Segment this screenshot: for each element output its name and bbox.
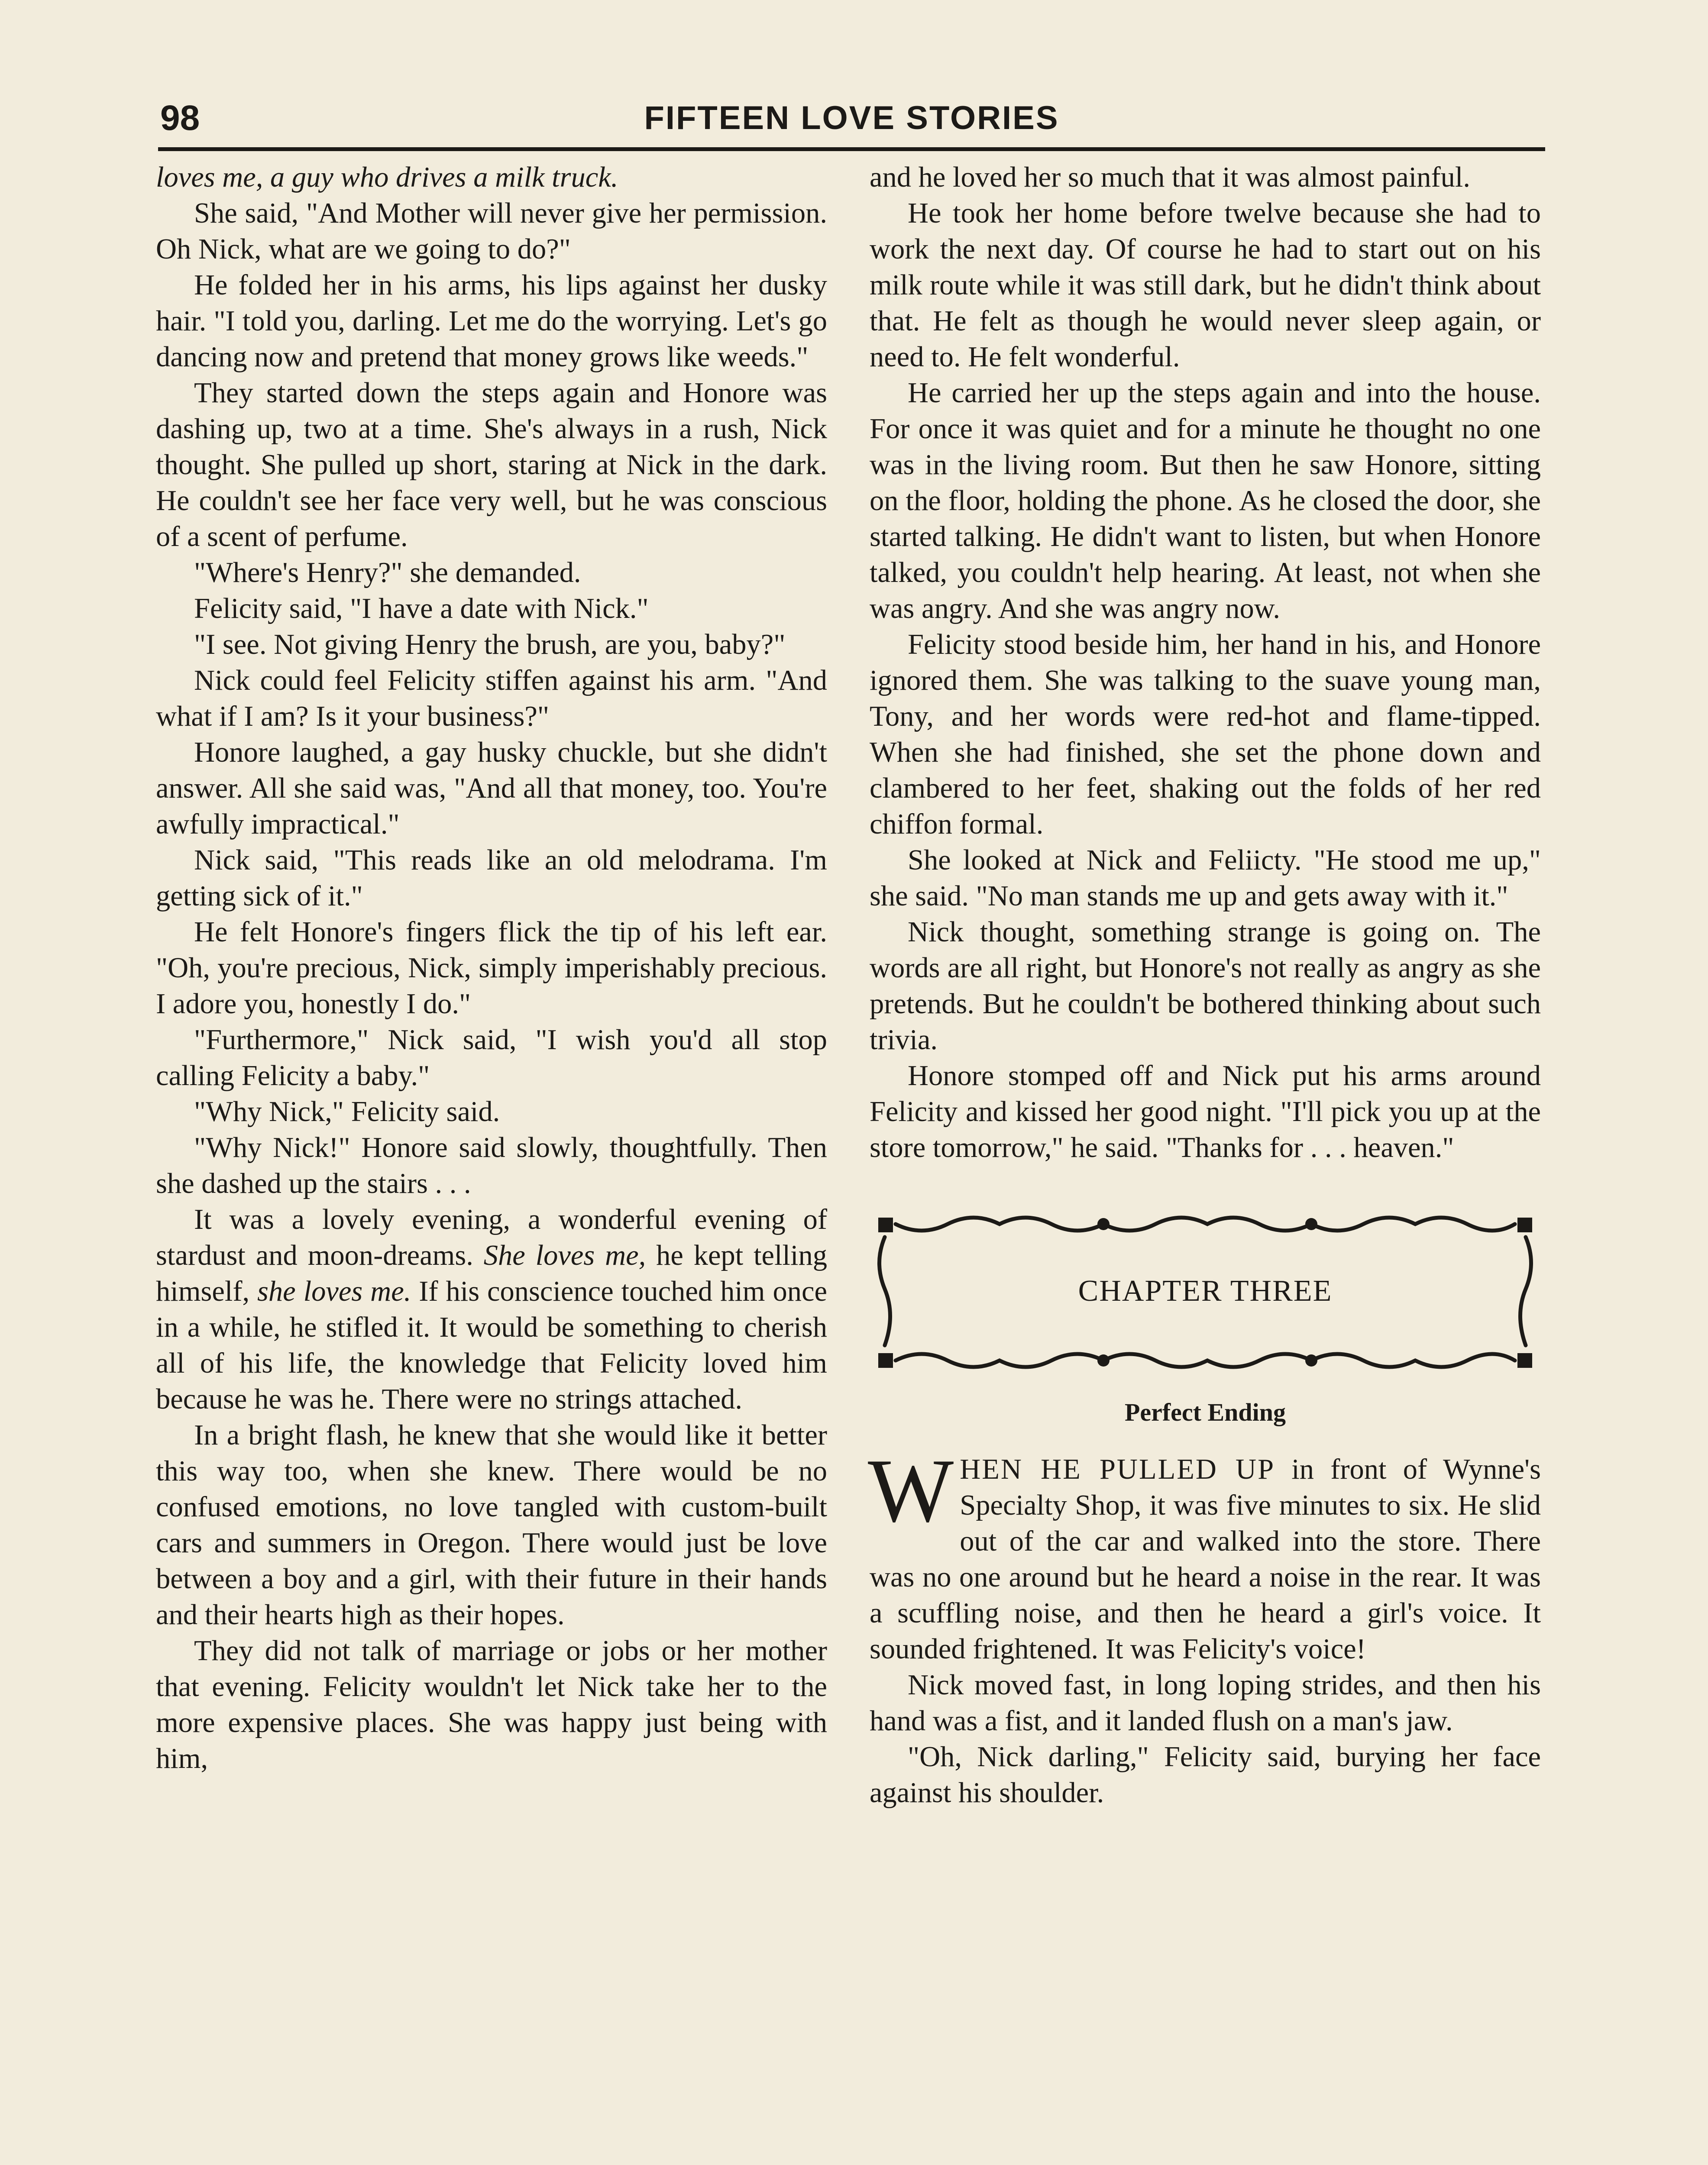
paragraph: and he loved her so much that it was almost painful. <box>870 162 1470 193</box>
left-column <box>156 159 827 1777</box>
paragraph: She said, "And Mother will never give her permission. Oh Nick, what are we going to do?" <box>156 197 827 265</box>
paragraph: "Where's Henry?" she demanded. <box>194 557 581 588</box>
paragraph: Nick thought, something strange is going on. The words are all right, but Honore's not really as angry as she pretends. But he couldn't be bothered thinking about such trivia. <box>870 916 1541 1056</box>
paragraph: He folded her in his arms, his lips against her dusky hair. "I told you, darling. Let me do the worrying. Let's go dancing now and pretend that money grows like weeds." <box>156 269 827 373</box>
header-rule <box>158 147 1545 151</box>
paragraph: Nick said, "This reads like an old melodrama. I'm getting sick of it." <box>156 844 827 912</box>
page-header <box>158 94 1545 146</box>
paragraph: Felicity said, "I have a date with Nick." <box>194 593 649 624</box>
chapter-title: CHAPTER THREE <box>1078 1274 1333 1308</box>
paragraph: "Furthermore," Nick said, "I wish you'd all stop calling Felicity a baby." <box>156 1024 827 1092</box>
paragraph: "I see. Not giving Henry the brush, are you, baby?" <box>194 629 786 660</box>
text-run-italic: she loves me. <box>257 1276 411 1307</box>
paragraph: "Oh, Nick darling," Felicity said, burying her face against his shoulder. <box>870 1741 1541 1809</box>
paragraph-italic: loves me, a guy who drives a milk truck. <box>156 162 618 193</box>
paragraph: "Why Nick," Felicity said. <box>194 1096 500 1128</box>
paragraph: Honore stomped off and Nick put his arms around Felicity and kissed her good night. "I'll pick you up at the store tomorrow," he said. "Thanks for . . . heaven." <box>870 1060 1541 1163</box>
running-title: FIFTEEN LOVE STORIES <box>644 100 1059 136</box>
paragraph <box>156 1202 827 1417</box>
paragraph <box>156 159 827 195</box>
paragraph: She looked at Nick and Feliicty. "He stood me up," she said. "No man stands me up and gets away with it." <box>870 844 1541 912</box>
paragraph: "Why Nick!" Honore said slowly, thoughtfully. Then she dashed up the stairs . . . <box>156 1132 827 1199</box>
page-number: 98 <box>160 98 200 138</box>
paragraph: He took her home before twelve because she had to work the next day. Of course he had to start out on his milk route while it was still dark, but he didn't think about that. He felt as though he would never sleep again, or need to. He felt wonderful. <box>870 197 1541 373</box>
paragraph: They did not talk of marriage or jobs or her mother that evening. Felicity wouldn't let Nick take her to the more expensive places. She was happy just being with him, <box>156 1635 827 1774</box>
paragraph: Nick moved fast, in long loping strides, and then his hand was a fist, and it landed flush on a man's jaw. <box>870 1669 1541 1737</box>
chapter-subtitle: Perfect Ending <box>1124 1398 1286 1426</box>
lead-caps: HEN HE PULLED UP <box>960 1454 1275 1485</box>
text-run: It was a lovely evening, a wonderful evening of stardust and moon-dreams. <box>156 1204 827 1271</box>
paragraph: They started down the steps again and Honore was dashing up, two at a time. She's always in a rush, Nick thought. She pulled up short, staring at Nick in the dark. He couldn't see her face very well, but he was conscious of a scent of perfume. <box>156 377 827 553</box>
paragraph: He felt Honore's fingers flick the tip of his left ear. "Oh, you're precious, Nick, simply imperishably precious. I adore you, honestly I do." <box>156 916 827 1020</box>
paragraph: Nick could feel Felicity stiffen against his arm. "And what if I am? Is it your business?" <box>156 665 827 732</box>
chapter-heading-box <box>870 1207 1541 1378</box>
right-column <box>870 159 1541 1811</box>
paragraph: He carried her up the steps again and into the house. For once it was quiet and for a minute he thought no one was in the living room. But then he saw Honore, sitting on the floor, holding the phone. As he closed the door, she started talking. He didn't want to listen, but when Honore talked, you couldn't help hearing. At least, not when she was angry. And she was angry now. <box>870 377 1541 624</box>
paragraph <box>868 1441 1541 1667</box>
paragraph: Honore laughed, a gay husky chuckle, but she didn't answer. All she said was, "And all that money, too. You're awfully impractical." <box>156 737 827 840</box>
paragraph: Felicity stood beside him, her hand in his, and Honore ignored them. She was talking to the suave young man, Tony, and her words were red-hot and flame-tipped. When she had finished, she set the phone down and clambered to her feet, shaking out the folds of her red chiffon formal. <box>870 629 1541 840</box>
paragraph: In a bright flash, he knew that she would like it better this way too, when she knew. There would be no confused emotions, no love tangled with custom-built cars and summers in Oregon. There would just be love between a boy and a girl, with their future in their hands and their hearts high as their hopes. <box>156 1419 827 1631</box>
text-run: he kept telling himself, <box>156 1240 827 1307</box>
text-run-italic: She loves me, <box>483 1240 646 1271</box>
text-run: If his conscience touched him once in a while, he stifled it. It would be something to cherish all of his life, the knowledge that Felicity loved him because he was he. There were no strings attached. <box>156 1276 827 1415</box>
text-run: in front of Wynne's Specialty Shop, it was five minutes to six. He slid out of the car and walked into the store. There was no one around but he heard a noise in the rear. It was a scuffling noise, and then he heard a girl's voice. It sounded frightened. It was Felicity's voice! <box>870 1454 1541 1665</box>
drop-cap: W <box>868 1441 954 1541</box>
